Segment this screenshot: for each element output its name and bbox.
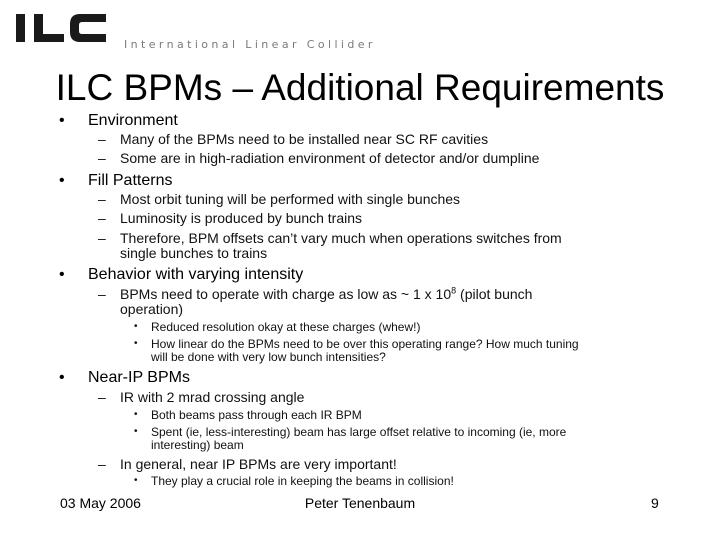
sub-sub-bullet bbox=[134, 320, 421, 334]
sub-bullet bbox=[98, 150, 540, 167]
bullet-text: Environment bbox=[88, 112, 178, 129]
sub-sub-bullet-text-cont: will be done with very low bunch intensities? bbox=[151, 350, 386, 364]
footer-author: Peter Tenenbaum bbox=[304, 495, 416, 511]
dash-icon: – bbox=[98, 131, 106, 147]
sub-bullet bbox=[98, 389, 305, 406]
bullet-icon: • bbox=[134, 338, 138, 349]
sub-sub-bullet bbox=[134, 337, 579, 364]
sub-bullet bbox=[98, 210, 363, 227]
bullet-text: Behavior with varying intensity bbox=[88, 266, 304, 283]
bullet-environment bbox=[59, 111, 178, 130]
bullet-icon: • bbox=[59, 369, 65, 386]
sub-bullet-text: Therefore, BPM offsets can’t vary much when operations switches from bbox=[120, 230, 562, 246]
bullet-text: Fill Patterns bbox=[88, 172, 173, 189]
bullet-icon: • bbox=[134, 475, 138, 486]
dash-icon: – bbox=[98, 210, 106, 226]
sub-bullet bbox=[98, 230, 562, 262]
dash-icon: – bbox=[98, 191, 106, 207]
sub-bullet-text: IR with 2 mrad crossing angle bbox=[120, 389, 305, 405]
ilc-logo-mark-icon bbox=[14, 8, 110, 44]
dash-icon: – bbox=[98, 230, 106, 246]
slide-title: ILC BPMs – Additional Requirements bbox=[55, 67, 665, 108]
sub-sub-bullet-text: Spent (ie, less-interesting) beam has large offset relative to incoming (ie, more bbox=[151, 425, 567, 439]
sub-bullet bbox=[98, 131, 489, 148]
bullet-icon: • bbox=[134, 409, 138, 420]
sub-bullet-text-tail: (pilot bunch bbox=[456, 286, 533, 302]
page-number: 9 bbox=[651, 495, 659, 511]
exponent: 8 bbox=[451, 285, 457, 296]
sub-sub-bullet-text: Reduced resolution okay at these charges (whew!) bbox=[151, 320, 421, 334]
sub-bullet-text: In general, near IP BPMs are very important! bbox=[120, 456, 397, 472]
dash-icon: – bbox=[98, 389, 106, 405]
sub-sub-bullet-text: How linear do the BPMs need to be over this operating range? How much tuning bbox=[151, 337, 579, 351]
sub-bullet bbox=[98, 456, 397, 473]
bullet-text: Near-IP BPMs bbox=[88, 369, 190, 386]
sub-sub-bullet bbox=[134, 425, 567, 452]
bullet-intensity bbox=[59, 265, 304, 284]
sub-bullet-text: BPMs need to operate with charge as low as ~ 1 x 10 bbox=[120, 286, 452, 302]
bullet-near-ip bbox=[59, 368, 190, 387]
bullet-icon: • bbox=[134, 321, 138, 332]
bullet-fill-patterns bbox=[59, 171, 173, 190]
bullet-icon: • bbox=[134, 426, 138, 437]
dash-icon: – bbox=[98, 150, 106, 166]
bullet-icon: • bbox=[59, 172, 65, 189]
footer-date: 03 May 2006 bbox=[60, 495, 141, 511]
logo-subtitle: International Linear Collider bbox=[124, 38, 376, 51]
bullet-icon: • bbox=[59, 112, 65, 129]
sub-bullet-text: Luminosity is produced by bunch trains bbox=[120, 210, 363, 226]
bullet-icon: • bbox=[59, 266, 65, 283]
sub-sub-bullet bbox=[134, 408, 362, 422]
dash-icon: – bbox=[98, 456, 106, 472]
sub-bullet-text-cont: single bunches to trains bbox=[120, 245, 268, 261]
sub-sub-bullet-text: Both beams pass through each IR BPM bbox=[151, 408, 362, 422]
sub-bullet-text-cont: operation) bbox=[120, 301, 184, 317]
sub-sub-bullet-text-cont: interesting) beam bbox=[151, 438, 244, 452]
sub-sub-bullet-text: They play a crucial role in keeping the beams in collision! bbox=[151, 474, 454, 488]
sub-bullet-text: Most orbit tuning will be performed with single bunches bbox=[120, 191, 461, 207]
dash-icon: – bbox=[98, 286, 106, 302]
sub-bullet bbox=[98, 285, 533, 318]
sub-bullet-text: Many of the BPMs need to be installed near SC RF cavities bbox=[120, 131, 489, 147]
sub-bullet-text: Some are in high-radiation environment of detector and/or dumpline bbox=[120, 150, 540, 166]
sub-bullet bbox=[98, 191, 461, 208]
sub-sub-bullet bbox=[134, 474, 454, 488]
